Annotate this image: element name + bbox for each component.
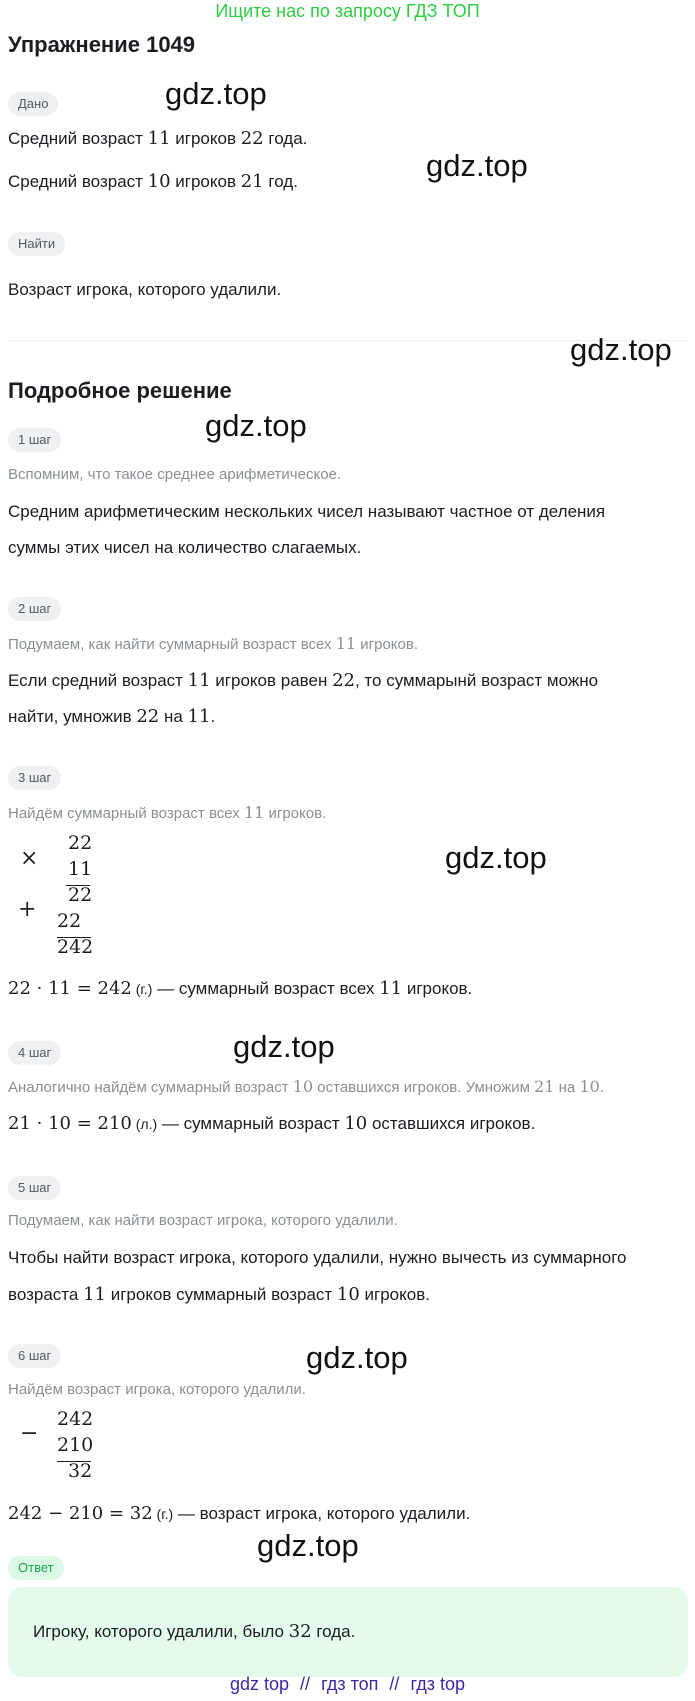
watermark: gdz.top <box>233 1029 335 1064</box>
step-6-hint: Найдём возраст игрока, которого удалили. <box>8 1381 306 1398</box>
step-3-hint: Найдём суммарный возраст всех 11 игроков. <box>8 803 327 822</box>
watermark: gdz.top <box>205 408 307 443</box>
sub-row-2: 210 <box>57 1434 94 1456</box>
step-5-tag: 5 шаг <box>8 1176 61 1200</box>
footer-link-2[interactable]: гдз топ <box>321 1674 379 1694</box>
exercise-title: Упражнение 1049 <box>8 32 196 57</box>
step-5-line-2: возраста 11 игроков суммарный возраст 10 игроков. <box>8 1284 430 1305</box>
watermark: gdz.top <box>257 1528 359 1563</box>
footer-link-3[interactable]: гдз top <box>410 1674 465 1694</box>
given-line-2: Средний возраст 10 игроков 21 год. <box>8 171 298 192</box>
plus-sign: + <box>18 897 37 922</box>
sub-row-3: 32 <box>68 1460 93 1482</box>
step-3-tag: 3 шаг <box>8 766 61 790</box>
find-tag: Найти <box>8 232 65 256</box>
watermark: gdz.top <box>445 840 547 875</box>
given-tag: Дано <box>8 92 58 116</box>
step-6-result: 242 − 210 = 32 (г.) — возраст игрока, которого удалили. <box>8 1503 471 1524</box>
calc-row-5: 242 <box>57 936 94 958</box>
step-6-tag: 6 шаг <box>8 1344 61 1368</box>
top-banner: Ищите нас по запросу ГДЗ ТОП <box>215 1 480 21</box>
watermark: gdz.top <box>306 1340 408 1375</box>
calc-row-1: 22 <box>68 832 93 854</box>
step-2-line-1: Если средний возраст 11 игроков равен 22, то суммарынй возраст можно <box>8 670 599 691</box>
step-5-line-1: Чтобы найти возраст игрока, которого удалили, нужно вычесть из суммарного <box>8 1248 627 1267</box>
calc-row-2: 11 <box>68 858 93 880</box>
step-2-line-2: найти, умножив 22 на 11. <box>8 706 216 727</box>
step-1-hint: Вспомним, что такое среднее арифметическое. <box>8 466 342 483</box>
minus-sign: − <box>20 1421 39 1446</box>
footer-separator: // <box>389 1674 400 1694</box>
step-4-result: 21 · 10 = 210 (л.) — суммарный возраст 10 оставшихся игроков. <box>8 1113 536 1134</box>
footer-links <box>0 1674 695 1695</box>
footer-link-1[interactable]: gdz top <box>229 1674 290 1694</box>
calc-row-4: 22 <box>57 910 82 932</box>
step-4-hint: Аналогично найдём суммарный возраст 10 оставшихся игроков. Умножим 21 на 10. <box>8 1077 604 1096</box>
watermark: gdz.top <box>570 332 672 367</box>
step-5-hint: Подумаем, как найти возраст игрока, которого удалили. <box>8 1212 398 1229</box>
step-3-result: 22 · 11 = 242 (г.) — суммарный возраст всех 11 игроков. <box>8 978 473 999</box>
solution-title: Подробное решение <box>8 378 232 403</box>
multiply-sign: × <box>20 846 39 871</box>
footer-separator: // <box>300 1674 311 1694</box>
given-line-1: Средний возраст 11 игроков 22 года. <box>8 128 308 149</box>
step-4-tag: 4 шаг <box>8 1041 61 1065</box>
calc-row-3: 22 <box>68 884 93 906</box>
step-1-tag: 1 шаг <box>8 428 61 452</box>
find-text: Возраст игрока, которого удалили. <box>8 280 282 299</box>
answer-tag: Ответ <box>8 1556 64 1580</box>
answer-text: Игроку, которого удалили, было 32 года. <box>33 1621 356 1642</box>
watermark: gdz.top <box>426 148 528 183</box>
step-2-tag: 2 шаг <box>8 597 61 621</box>
watermark: gdz.top <box>165 76 267 111</box>
step-1-line-2: суммы этих чисел на количество слагаемых. <box>8 538 362 557</box>
sub-row-1: 242 <box>57 1408 94 1430</box>
step-1-line-1: Средним арифметическим нескольких чисел называют частное от деления <box>8 502 606 521</box>
step-2-hint: Подумаем, как найти суммарный возраст всех 11 игроков. <box>8 634 418 653</box>
